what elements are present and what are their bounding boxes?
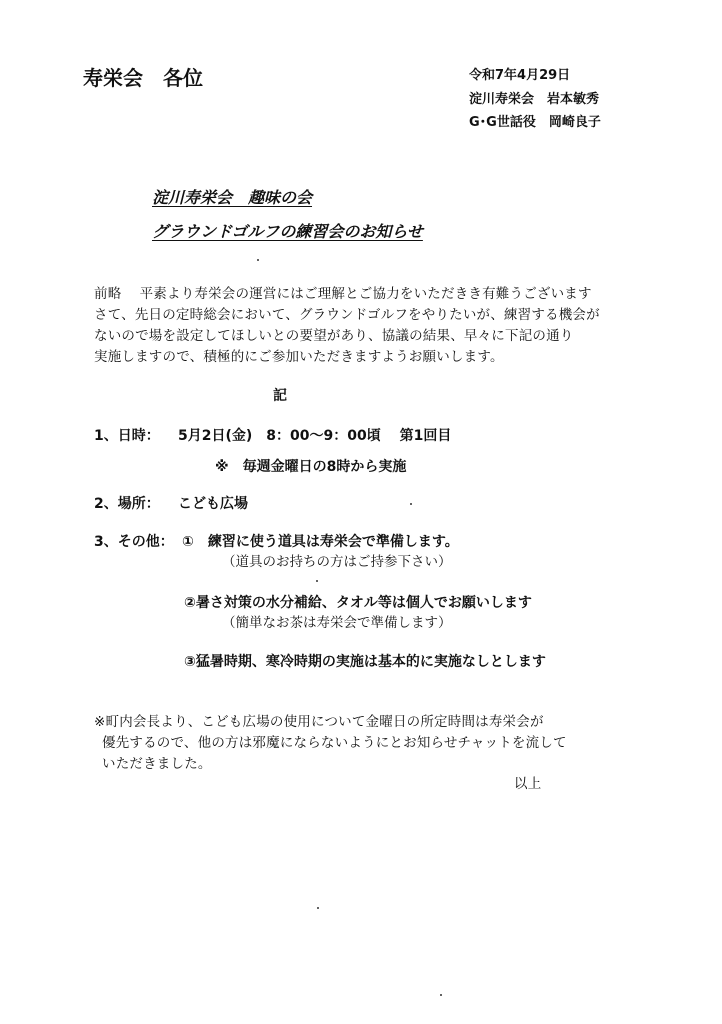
ki-heading: 記: [273, 388, 287, 404]
scan-speck: [317, 907, 319, 909]
intro-line-3: ないので場を設定してほしいとの要望があり、協議の結果、早々に下記の通り: [94, 328, 574, 344]
issue-date: 令和7年4月29日: [469, 68, 571, 83]
footnote-line-1: ※町内会長より、こども広場の使用について金曜日の所定時間は寿栄会が: [94, 714, 544, 730]
title-line-1: 淀川寿栄会 趣味の会: [152, 188, 313, 207]
item2-label: 2、場所：: [94, 496, 160, 512]
item2-value: こども広場: [178, 496, 248, 512]
item1-label: 1、日時：: [94, 428, 160, 444]
closing: 以上: [514, 776, 542, 792]
intro-line-2: さて、先日の定時総会において、グラウンドゴルフをやりたいが、練習する機会が: [94, 307, 600, 323]
title-line-2: グラウンドゴルフの練習会のお知らせ: [152, 222, 423, 241]
scan-speck: [257, 259, 259, 261]
intro-line-1: 前略 平素より寿栄会の運営にはご理解とご協力をいただきき有難うございます: [94, 286, 592, 302]
item1-note: ※ 毎週金曜日の8時から実施: [215, 459, 407, 475]
footnote-line-2: 優先するので、他の方は邪魔にならないようにとお知らせチャットを流して: [102, 735, 567, 751]
item3-sub1-note: （道具のお持ちの方はご持参下さい）: [222, 554, 452, 570]
item3-sub2-note: （簡単なお茶は寿栄会で準備します）: [222, 615, 452, 631]
item3-sub1: ① 練習に使う道具は寿栄会で準備します。: [182, 534, 459, 550]
footnote-line-3: いただきました。: [102, 756, 212, 772]
sender-line-2: G･G世話役 岡崎良子: [469, 115, 601, 130]
item3-label: 3、その他：: [94, 534, 174, 550]
item3-sub2: ②暑さ対策の水分補給、タオル等は個人でお願いします: [184, 595, 532, 611]
addressee: 寿栄会 各位: [83, 66, 203, 90]
intro-line-4: 実施しますので、積極的にご参加いただきますようお願いします。: [94, 349, 504, 365]
scan-speck: [316, 580, 318, 582]
sender-line-1: 淀川寿栄会 岩本敏秀: [469, 92, 600, 107]
item3-sub3: ③猛暑時期、寒冷時期の実施は基本的に実施なしとします: [184, 654, 546, 670]
scan-speck: [410, 503, 412, 505]
item1-value: 5月2日(金) 8：00～9：00頃 第1回目: [178, 428, 452, 444]
scan-speck: [440, 994, 442, 996]
